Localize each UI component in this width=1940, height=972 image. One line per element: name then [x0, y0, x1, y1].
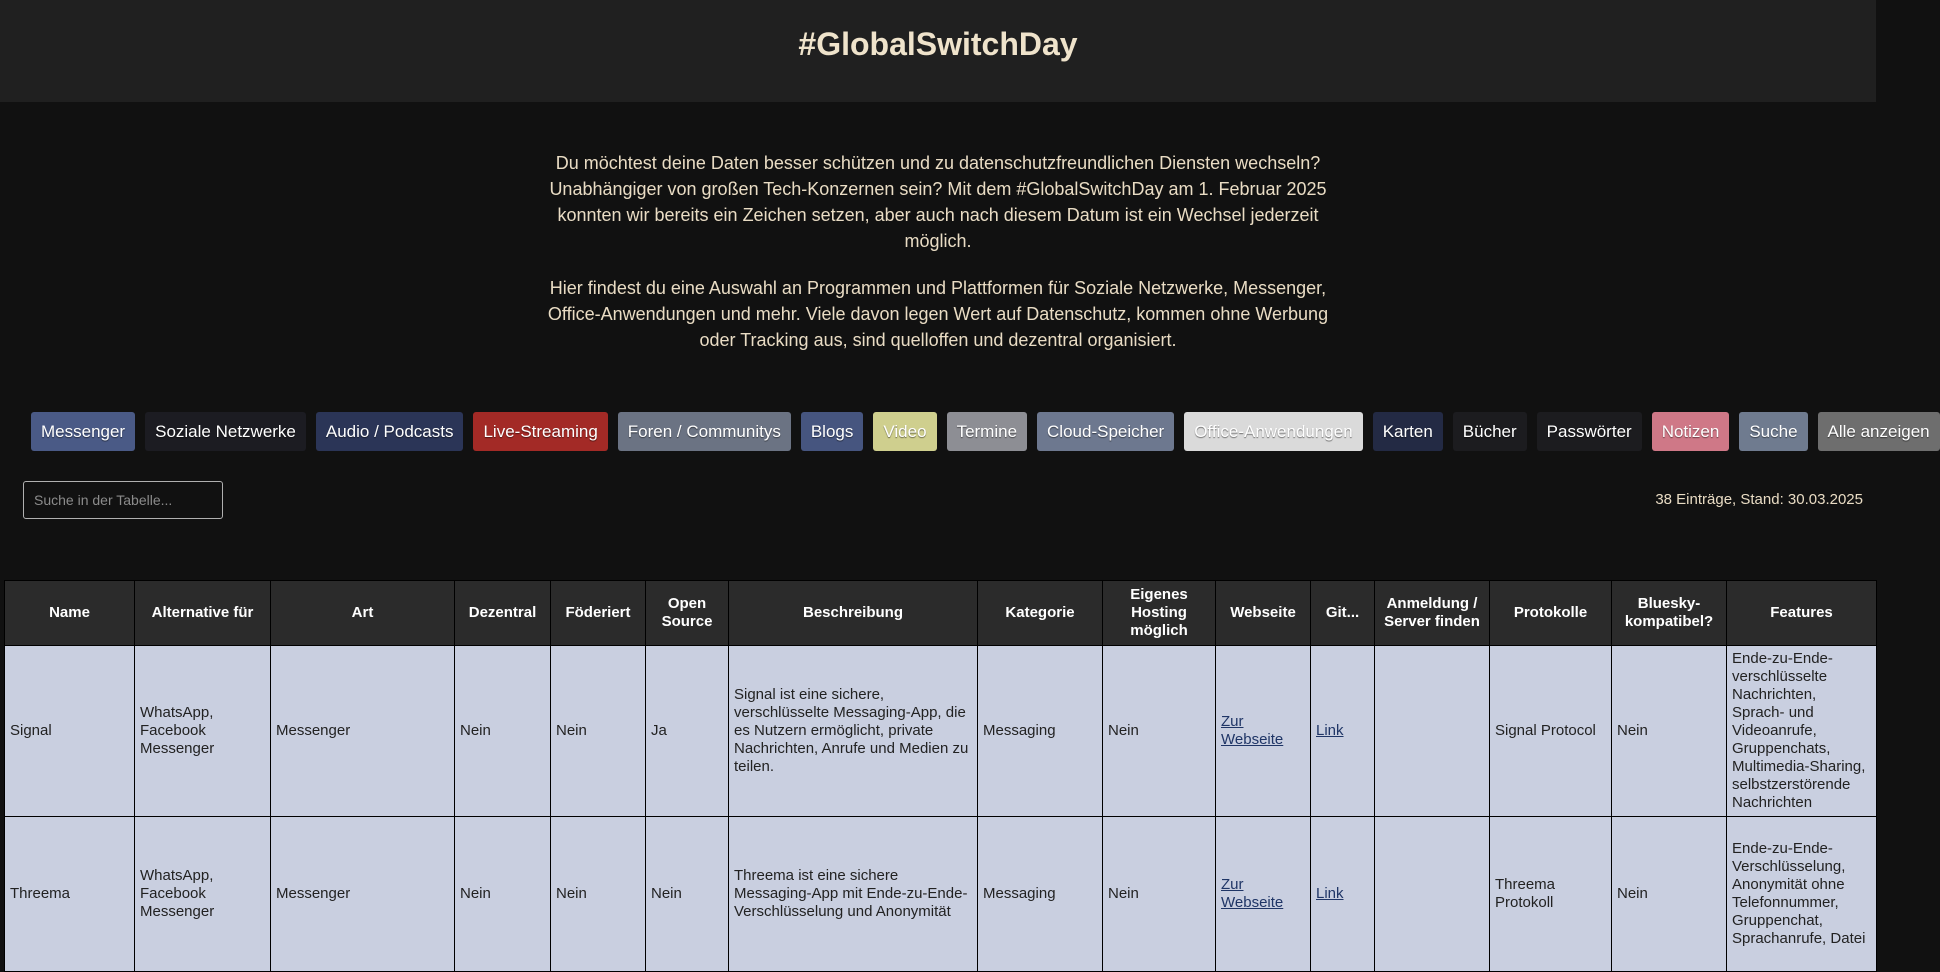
column-header-hosting[interactable]: Eigenes Hosting möglich: [1103, 581, 1216, 646]
cell-hosting: Nein: [1103, 646, 1216, 817]
cell-bluesky: Nein: [1612, 646, 1727, 817]
cell-art: Messenger: [271, 817, 455, 972]
services-table: [4, 580, 1877, 972]
table-header-row: [5, 581, 1877, 646]
cell-hosting: Nein: [1103, 817, 1216, 972]
column-header-open-source[interactable]: Open Source: [646, 581, 729, 646]
cell-kategorie: Messaging: [978, 646, 1103, 817]
website-link[interactable]: Zur Webseite: [1221, 713, 1284, 748]
git-link[interactable]: Link: [1316, 885, 1344, 902]
cell-features: Ende-zu-Ende-verschlüsselte Nachrichten, Sprach- und Videoanrufe, Gruppenchats, Multimedia-Sharing, selbstzerstörende Nachrichten: [1727, 646, 1877, 817]
column-header-art[interactable]: Art: [271, 581, 455, 646]
cell-bluesky: Nein: [1612, 817, 1727, 972]
cell-webseite: [1216, 646, 1311, 817]
column-header-dezentral[interactable]: Dezentral: [455, 581, 551, 646]
cell-anmeldung: [1375, 646, 1490, 817]
cell-art: Messenger: [271, 646, 455, 817]
cell-protokolle: Threema Protokoll: [1490, 817, 1612, 972]
filter-button-termine[interactable]: Termine: [947, 412, 1027, 451]
intro-paragraph-2: Hier findest du eine Auswahl an Programmen und Plattformen für Soziale Netzwerke, Messenger, Office-Anwendungen und mehr. Viele davon legen Wert auf Datenschutz, kommen ohne Werbung oder Tracking aus, sind quelloffen und dezentral organisiert.: [547, 278, 1329, 350]
table-row: [5, 817, 1877, 972]
cell-anmeldung: [1375, 817, 1490, 972]
filter-button-live-streaming[interactable]: Live-Streaming: [473, 412, 607, 451]
filter-button-notizen[interactable]: Notizen: [1652, 412, 1730, 451]
column-header-foederiert[interactable]: Föderiert: [551, 581, 646, 646]
column-header-git[interactable]: Git...: [1311, 581, 1375, 646]
cell-alternative: WhatsApp, Facebook Messenger: [135, 646, 271, 817]
column-header-alternative[interactable]: Alternative für: [135, 581, 271, 646]
cell-foederiert: Nein: [551, 646, 646, 817]
intro-paragraph-1: Du möchtest deine Daten besser schützen und zu datenschutzfreundlichen Diensten wechseln? Unabhängiger von großen Tech-Konzernen sein? Mit dem #GlobalSwitchDay am 1. Februar 2025 konnten wir bereits ein Zeichen setzen, aber auch nach diesem Datum ist ein Wechsel jederzeit möglich.: [549, 153, 1327, 251]
cell-webseite: [1216, 817, 1311, 972]
filter-button-alle-anzeigen[interactable]: Alle anzeigen: [1818, 412, 1940, 451]
cell-beschreibung: Signal ist eine sichere, verschlüsselte Messaging-App, die es Nutzern ermöglicht, private Nachrichten, Anrufe und Medien zu teilen.: [729, 646, 978, 817]
cell-name: Threema: [5, 817, 135, 972]
cell-git: [1311, 817, 1375, 972]
filter-button-office-anwendungen[interactable]: Office-Anwendungen: [1184, 412, 1362, 451]
column-header-anmeldung[interactable]: Anmeldung / Server finden: [1375, 581, 1490, 646]
cell-beschreibung: Threema ist eine sichere Messaging-App mit Ende-zu-Ende-Verschlüsselung und Anonymität: [729, 817, 978, 972]
filter-button-messenger[interactable]: Messenger: [31, 412, 135, 451]
filter-button-video[interactable]: Video: [873, 412, 936, 451]
cell-open-source: Ja: [646, 646, 729, 817]
filter-button-soziale-netzwerke[interactable]: Soziale Netzwerke: [145, 412, 306, 451]
column-header-protokolle[interactable]: Protokolle: [1490, 581, 1612, 646]
filter-button-karten[interactable]: Karten: [1373, 412, 1443, 451]
cell-name: Signal: [5, 646, 135, 817]
cell-protokolle: Signal Protocol: [1490, 646, 1612, 817]
column-header-features[interactable]: Features: [1727, 581, 1877, 646]
entry-count: 38 Einträge, Stand: 30.03.2025: [1655, 491, 1863, 508]
cell-features: Ende-zu-Ende-Verschlüsselung, Anonymität ohne Telefonnummer, Gruppenchat, Sprachanrufe, Datei: [1727, 817, 1877, 972]
column-header-kategorie[interactable]: Kategorie: [978, 581, 1103, 646]
column-header-name[interactable]: Name: [5, 581, 135, 646]
cell-kategorie: Messaging: [978, 817, 1103, 972]
filter-button-cloud-speicher[interactable]: Cloud-Speicher: [1037, 412, 1174, 451]
site-header: [0, 0, 1876, 102]
services-table-container: [4, 580, 1876, 947]
filter-button-buecher[interactable]: Bücher: [1453, 412, 1527, 451]
cell-open-source: Nein: [646, 817, 729, 972]
column-header-bluesky[interactable]: Bluesky-kompatibel?: [1612, 581, 1727, 646]
filter-button-passwoerter[interactable]: Passwörter: [1537, 412, 1642, 451]
git-link[interactable]: Link: [1316, 722, 1344, 739]
filter-button-foren-communitys[interactable]: Foren / Communitys: [618, 412, 791, 451]
column-header-webseite[interactable]: Webseite: [1216, 581, 1311, 646]
category-filter-bar: [31, 412, 1940, 451]
cell-git: [1311, 646, 1375, 817]
column-header-beschreibung[interactable]: Beschreibung: [729, 581, 978, 646]
filter-button-blogs[interactable]: Blogs: [801, 412, 864, 451]
cell-foederiert: Nein: [551, 817, 646, 972]
website-link[interactable]: Zur Webseite: [1221, 876, 1284, 911]
intro-text: [530, 150, 1346, 353]
cell-dezentral: Nein: [455, 646, 551, 817]
table-search-input[interactable]: [23, 481, 223, 519]
cell-alternative: WhatsApp, Facebook Messenger: [135, 817, 271, 972]
filter-button-suche[interactable]: Suche: [1739, 412, 1807, 451]
table-row: [5, 646, 1877, 817]
filter-button-audio-podcasts[interactable]: Audio / Podcasts: [316, 412, 464, 451]
page-title: #GlobalSwitchDay: [798, 25, 1078, 62]
cell-dezentral: Nein: [455, 817, 551, 972]
